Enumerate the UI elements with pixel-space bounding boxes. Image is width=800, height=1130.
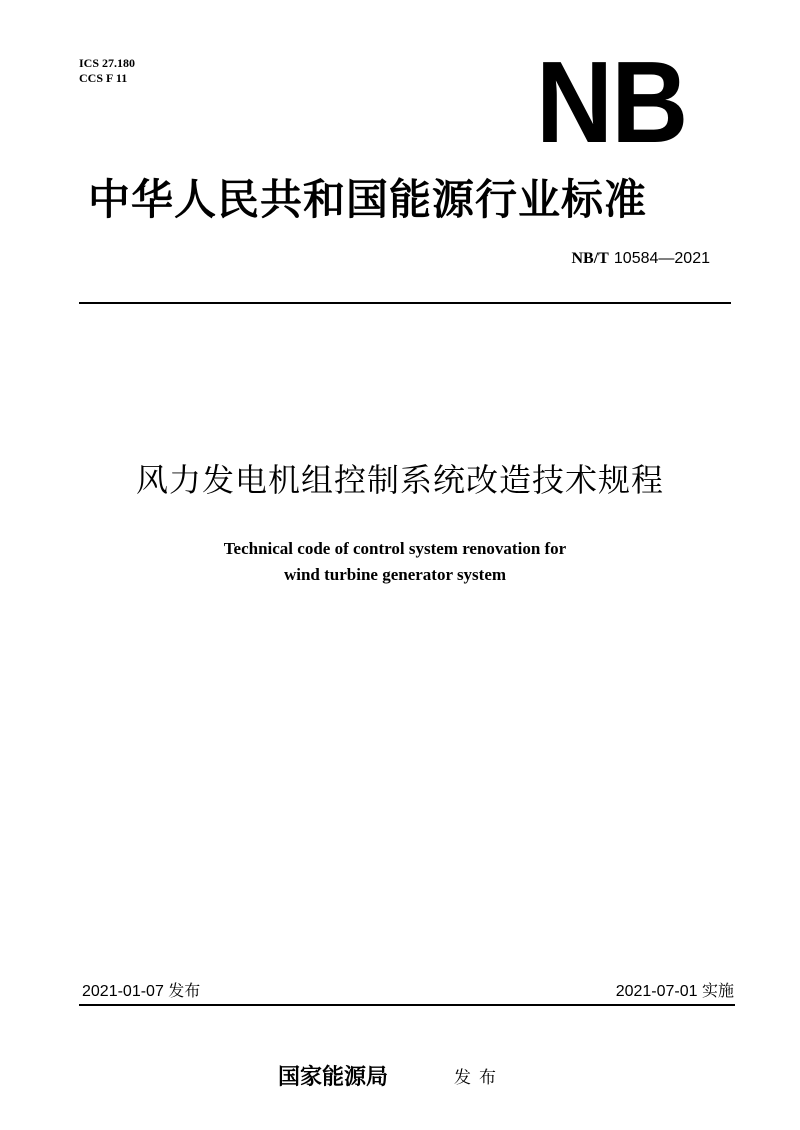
bottom-divider — [79, 1004, 735, 1006]
title-english — [0, 536, 790, 588]
publisher-name: 国家能源局 — [278, 1064, 389, 1090]
title-english-line1: Technical code of control system renovation for — [223, 539, 567, 558]
publisher-action: 发布 — [454, 1068, 504, 1088]
implementation-date: 2021-07-01 实施 — [615, 983, 734, 1000]
org-title: 中华人民共和国能源行业标准 — [88, 175, 648, 224]
standard-number-prefix: NB/T — [571, 250, 609, 267]
issue-date: 2021-01-07 发布 — [82, 983, 201, 1000]
standard-number-code: 10584—2021 — [613, 250, 710, 267]
title-english-line2: wind turbine generator system — [283, 565, 507, 584]
title-chinese: 风力发电机组控制系统改造技术规程 — [135, 461, 664, 499]
ics-code: ICS 27.180 — [79, 56, 136, 70]
standard-number — [571, 248, 710, 269]
ccs-code: CCS F 11 — [79, 71, 128, 85]
nb-logo: NB — [536, 37, 687, 167]
top-divider — [79, 302, 731, 304]
classification-codes — [79, 56, 135, 86]
